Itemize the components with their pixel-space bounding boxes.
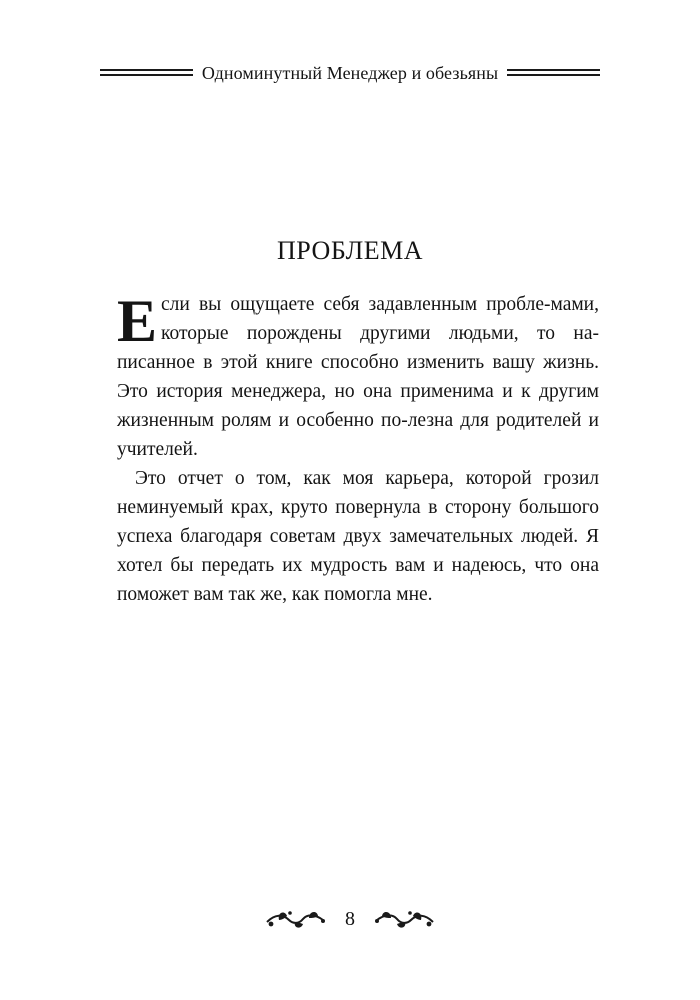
paragraph bbox=[117, 290, 599, 464]
body-text bbox=[117, 290, 599, 609]
floral-ornament-icon bbox=[265, 908, 327, 930]
page-number: 8 bbox=[345, 907, 355, 930]
running-header bbox=[100, 58, 600, 88]
paragraph-text: сли вы ощущаете себя задавленным пробле-мами, которые порождены другими людьми, то на-писанное в этой книге способно изменить вашу жизнь. Это история менеджера, но она применима и к другим жизненным ролям и особенно по-лезна для родителей и учителей. bbox=[117, 294, 599, 460]
header-rule-right bbox=[507, 68, 600, 78]
running-title: Одноминутный Менеджер и обезьяны bbox=[201, 62, 499, 83]
header-rule-left bbox=[100, 68, 193, 78]
folio-row bbox=[0, 904, 700, 934]
paragraph: Это отчет о том, как моя карьера, которой грозил неминуемый крах, круто повернула в сторону большого успеха благодаря советам двух замечательных людей. Я хотел бы передать их мудрость вам и надеюсь, что она поможет вам так же, как помогла мне. bbox=[117, 468, 599, 605]
chapter-title: ПРОБЛЕМА bbox=[276, 236, 424, 265]
floral-ornament-icon bbox=[373, 908, 435, 930]
dropcap: Е bbox=[117, 288, 158, 354]
